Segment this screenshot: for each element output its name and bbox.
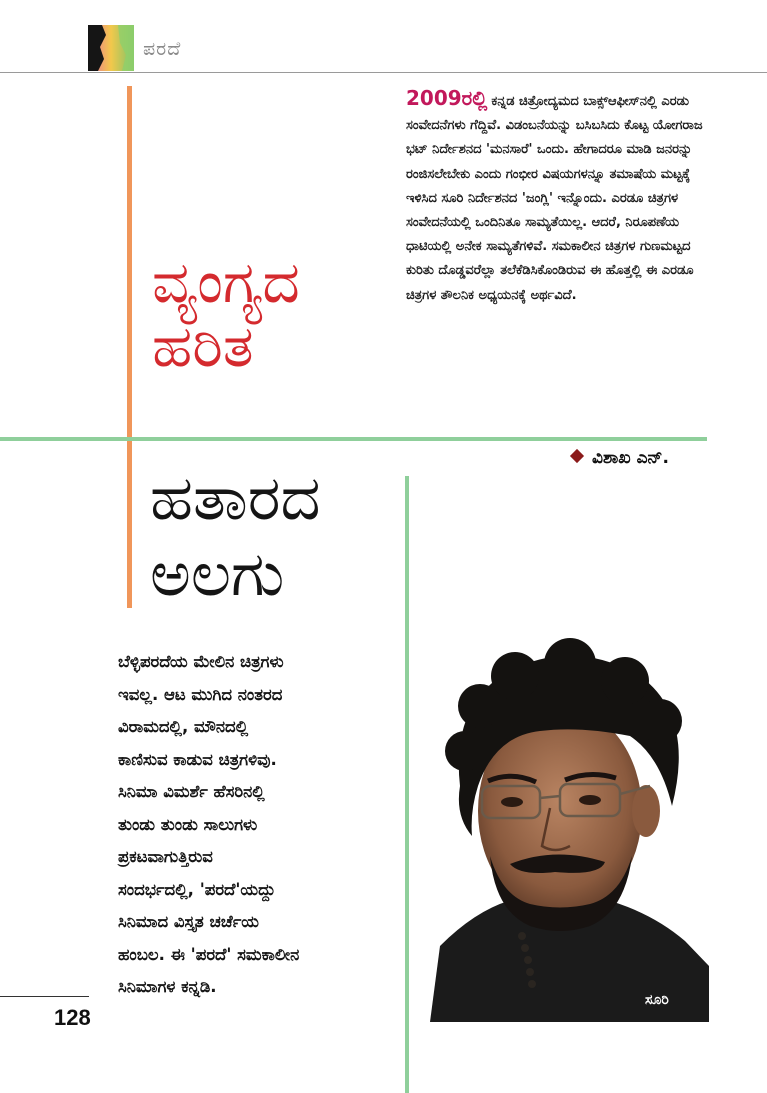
green-horizontal-rule <box>0 437 707 441</box>
body-line: ಸಿನಿಮಾಗಳ ಕನ್ನಡಿ. <box>118 977 217 996</box>
body-line: ಪ್ರಕಟವಾಗುತ್ತಿರುವ <box>118 847 213 866</box>
article-title-black <box>150 460 321 612</box>
body-line: ಸಿನಿಮಾ ವಿಮರ್ಶೆ ಹೆಸರಿನಲ್ಲಿ <box>118 782 265 801</box>
body-line: ಕಾಣಿಸುವ ಕಾಡುವ ಚಿತ್ರಗಳಿವು. <box>118 749 277 769</box>
green-vertical-rule <box>405 476 409 1093</box>
intro-lead: 2009ರಲ್ಲಿ <box>406 86 488 110</box>
footer-divider <box>0 996 89 997</box>
intro-paragraph <box>406 86 706 308</box>
title-black-line-2: ಅಲಗು <box>150 537 285 610</box>
title-black-line-1: ಹತಾರದ <box>150 461 321 534</box>
author-name: ವಿಶಾಖ ಎನ್. <box>592 448 669 468</box>
orange-vertical-rule <box>127 86 132 608</box>
title-red-line-2: ಹರಿತ <box>152 312 254 380</box>
body-line: ಸಿನಿಮಾದ ವಿಸ್ತೃತ ಚರ್ಚೆಯ <box>118 912 259 931</box>
body-line: ವಿರಾಮದಲ್ಲಿ, ಮೌನದಲ್ಲಿ <box>118 717 249 736</box>
body-paragraph <box>118 646 398 1004</box>
diamond-bullet-icon <box>570 449 584 463</box>
section-logo-icon <box>88 25 134 71</box>
body-line: ಸಂದರ್ಭದಲ್ಲಿ, 'ಪರದೆ'ಯದ್ದು <box>118 879 276 899</box>
body-line: ತುಂಡು ತುಂಡು ಸಾಲುಗಳು <box>118 814 258 834</box>
body-line: ಬೆಳ್ಳಿಪರದೆಯ ಮೇಲಿನ ಚಿತ್ರಗಳು <box>118 652 284 671</box>
portrait-photo <box>410 636 709 1022</box>
section-label: ಪರದೆ <box>143 38 182 60</box>
intro-text: ಕನ್ನಡ ಚಿತ್ರೋದ್ಯಮದ ಬಾಕ್ಸ್‌ಆಫೀಸ್‌ನಲ್ಲಿ ಎರಡು ಸಂವೇದನೆಗಳು ಗೆದ್ದಿವೆ. ವಿಡಂಬನೆಯನ್ನು ಬಸಿಬಸಿದು ಕೊಟ್ಟ ಯೋಗರಾಜ ಭಟ್ ನಿರ್ದೇಶನದ 'ಮನಸಾರೆ' ಒಂದು. ಹೇಗಾದರೂ ಮಾಡಿ ಜನರನ್ನು ರಂಜಿಸಲೇಬೇಕು ಎಂದು ಗಂಭೀರ ವಿಷಯಗಳನ್ನೂ ತಮಾಷೆಯ ಮಟ್ಟಕ್ಕೆ ಇಳಿಸಿದ ಸೂರಿ ನಿರ್ದೇಶನದ 'ಜಂಗ್ಲಿ' ಇನ್ನೊಂದು. ಎರಡೂ ಚಿತ್ರಗಳ ಸಂವೇದನೆಯಲ್ಲಿ ಒಂದಿನಿತೂ ಸಾಮ್ಯತೆಯಿಲ್ಲ. ಆದರೆ, ನಿರೂಪಣೆಯ ಧಾಟಿಯಲ್ಲಿ ಅನೇಕ ಸಾಮ್ಯತೆಗಳಿವೆ. ಸಮಕಾಲೀನ ಚಿತ್ರಗಳ ಗುಣಮಟ್ಟದ ಕುರಿತು ದೊಡ್ಡವರೆಲ್ಲಾ ತಲೆಕೆಡಿಸಿಕೊಂಡಿರುವ ಈ ಹೊತ್ತಲ್ಲಿ ಈ ಎರಡೂ ಚಿತ್ರಗಳ ತೌಲನಿಕ ಅಧ್ಯಯನಕ್ಕೆ ಅರ್ಥವಿದೆ. <box>406 94 703 303</box>
page-number: 128 <box>54 1005 91 1030</box>
photo-caption: ಸೂರಿ <box>645 992 669 1008</box>
body-line: ಇವಲ್ಲ. ಆಟ ಮುಗಿದ ನಂತರದ <box>118 684 283 704</box>
article-title-red <box>152 250 300 378</box>
header-divider <box>0 72 767 73</box>
author-byline <box>572 448 669 468</box>
body-line: ಹಂಬಲ. ಈ 'ಪರದೆ' ಸಮಕಾಲೀನ <box>118 944 300 964</box>
title-red-line-1: ವ್ಯಂಗ್ಯದ <box>152 248 300 316</box>
